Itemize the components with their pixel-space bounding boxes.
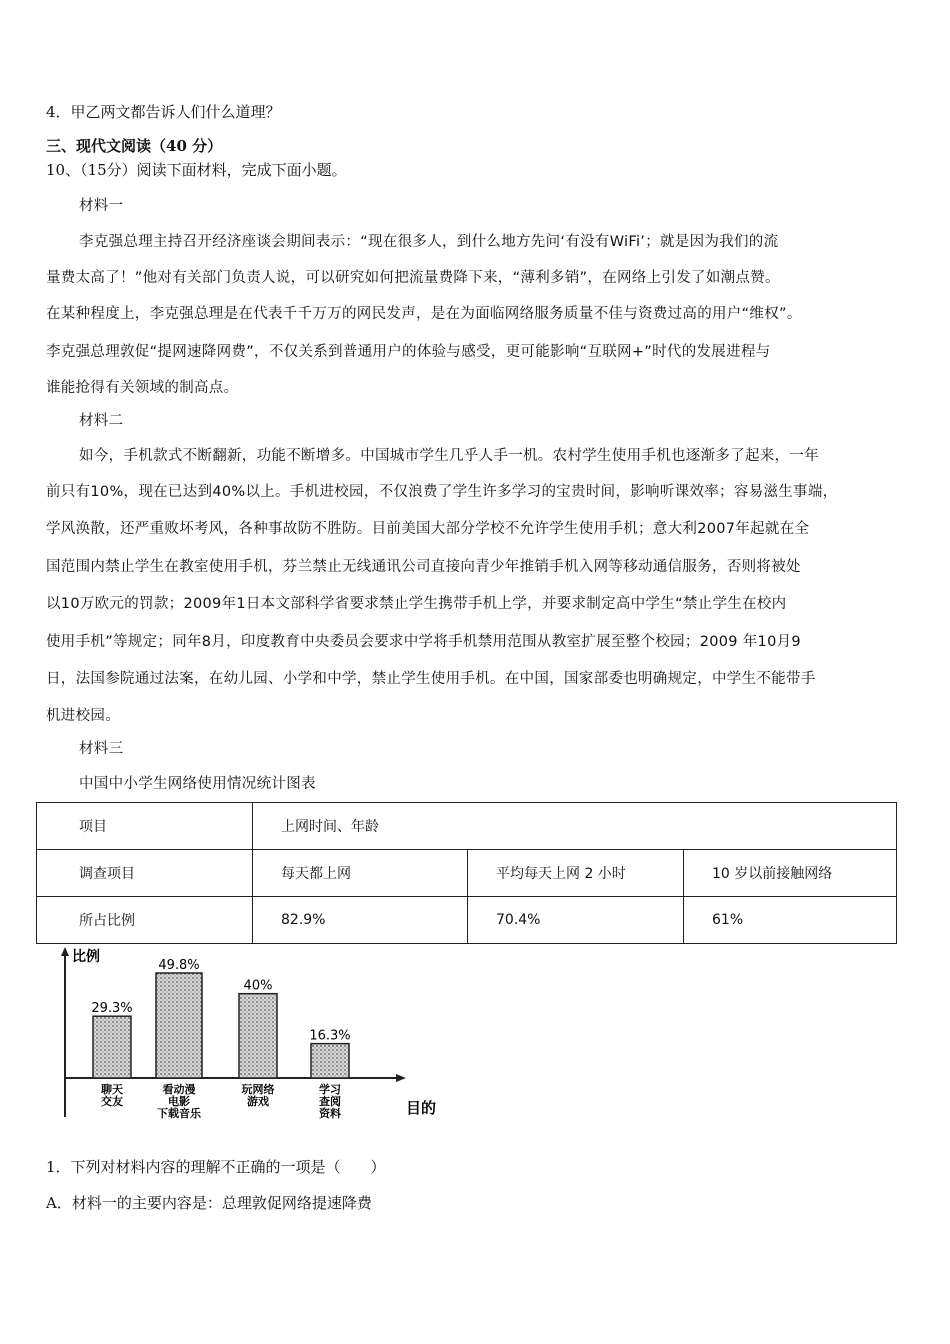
table-cell: 平均每天上网 2 小时 bbox=[468, 850, 684, 897]
material-1-line: 量费太高了！”他对有关部门负责人说，可以研究如何把流量费降下来，“薄利多销”，在网络上引发了如潮点赞。 bbox=[46, 270, 780, 286]
material-2-line: 以10万欧元的罚款；2009年1日本文部科学省要求禁止学生携带手机上学，并要求制定高中学生“禁止学生在校内 bbox=[46, 596, 787, 612]
table-cell: 所占比例 bbox=[37, 897, 253, 944]
category-label: 聊天 bbox=[101, 1083, 123, 1096]
material-1-line: 在某种程度上，李克强总理是在代表千千万万的网民发声，是在为面临网络服务质量不佳与资费过高的用户“维权”。 bbox=[46, 306, 802, 322]
question-1: 1．下列对材料内容的理解不正确的一项是（ ） bbox=[46, 1158, 386, 1176]
material-2-line: 国范围内禁止学生在教室使用手机，芬兰禁止无线通讯公司直接向青少年推销手机入网等移动通信服务，否则将被处 bbox=[46, 559, 801, 575]
bar-1 bbox=[156, 973, 202, 1078]
material-2-line: 如今，手机款式不断翻新，功能不断增多。中国城市学生几乎人手一机。农村学生使用手机也逐渐多了起来，一年 bbox=[79, 448, 819, 464]
table-cell: 每天都上网 bbox=[253, 850, 468, 897]
option-a: A．材料一的主要内容是：总理敦促网络提速降费 bbox=[46, 1194, 372, 1212]
category-label: 资料 bbox=[319, 1107, 341, 1120]
material-3-title: 材料三 bbox=[79, 741, 124, 757]
material-1-line: 李克强总理主持召开经济座谈会期间表示：“现在很多人，到什么地方先问‘有没有WiFi’；就是因为我们的流 bbox=[79, 234, 779, 250]
usage-purpose-bar-chart bbox=[40, 945, 440, 1130]
category-label: 看动漫 bbox=[162, 1083, 196, 1096]
material-1-title: 材料一 bbox=[79, 198, 124, 214]
bar-3 bbox=[311, 1044, 349, 1078]
statistics-table bbox=[36, 802, 897, 944]
category-label: 查阅 bbox=[319, 1095, 341, 1108]
material-2-title: 材料二 bbox=[79, 413, 124, 429]
material-1-line: 谁能抢得有关领域的制高点。 bbox=[46, 380, 239, 396]
bar-value-label: 40% bbox=[243, 978, 273, 994]
question-10-intro: 10、（15分）阅读下面材料，完成下面小题。 bbox=[46, 161, 347, 179]
y-axis-label: 比例 bbox=[72, 949, 100, 965]
table-row bbox=[37, 850, 897, 897]
section-title: 三、现代文阅读（40 分） bbox=[46, 137, 223, 155]
table-cell: 82.9% bbox=[253, 897, 468, 944]
material-2-line: 使用手机”等规定；同年8月，印度教育中央委员会要求中学将手机禁用范围从教室扩展至整个校园；2009 年10月9 bbox=[46, 634, 801, 650]
table-cell: 61% bbox=[684, 897, 897, 944]
bar-value-label: 49.8% bbox=[158, 958, 200, 973]
x-axis-arrow bbox=[396, 1074, 406, 1082]
category-label: 学习 bbox=[319, 1083, 341, 1096]
material-2-line: 前只有10%，现在已达到40%以上。手机进校园，不仅浪费了学生许多学习的宝贵时间，影响听课效率；容易滋生事端， bbox=[46, 484, 838, 500]
bar-2 bbox=[239, 994, 277, 1078]
table-row bbox=[37, 897, 897, 944]
x-axis-label: 目的 bbox=[406, 1099, 437, 1117]
category-label: 游戏 bbox=[247, 1095, 269, 1108]
material-2-line: 日，法国参院通过法案，在幼儿园、小学和中学，禁止学生使用手机。在中国，国家部委也明确规定，中学生不能带手 bbox=[46, 671, 816, 687]
y-axis-arrow bbox=[61, 947, 69, 956]
material-1-line: 李克强总理敦促“提网速降网费”，不仅关系到普通用户的体验与感受，更可能影响“互联网+”时代的发展进程与 bbox=[46, 344, 771, 360]
table-cell: 调查项目 bbox=[37, 850, 253, 897]
bar-0 bbox=[93, 1016, 131, 1078]
category-label: 交友 bbox=[101, 1095, 123, 1108]
category-label: 电影 bbox=[168, 1095, 190, 1108]
bar-value-label: 29.3% bbox=[91, 1001, 133, 1017]
category-label: 下载音乐 bbox=[157, 1107, 201, 1120]
table-cell: 项目 bbox=[37, 803, 253, 850]
table-caption: 中国中小学生网络使用情况统计图表 bbox=[79, 776, 316, 792]
table-cell: 70.4% bbox=[468, 897, 684, 944]
table-cell: 10 岁以前接触网络 bbox=[684, 850, 897, 897]
bar-value-label: 16.3% bbox=[309, 1028, 351, 1044]
material-2-line: 学风涣散，还严重败坏考风，各种事故防不胜防。目前美国大部分学校不允许学生使用手机；意大利2007年起就在全 bbox=[46, 521, 810, 537]
category-label: 玩网络 bbox=[241, 1083, 275, 1096]
table-cell: 上网时间、年龄 bbox=[253, 803, 897, 850]
table-row bbox=[37, 803, 897, 850]
question-4: 4．甲乙两文都告诉人们什么道理？ bbox=[46, 103, 281, 121]
material-2-line: 机进校园。 bbox=[46, 708, 120, 724]
